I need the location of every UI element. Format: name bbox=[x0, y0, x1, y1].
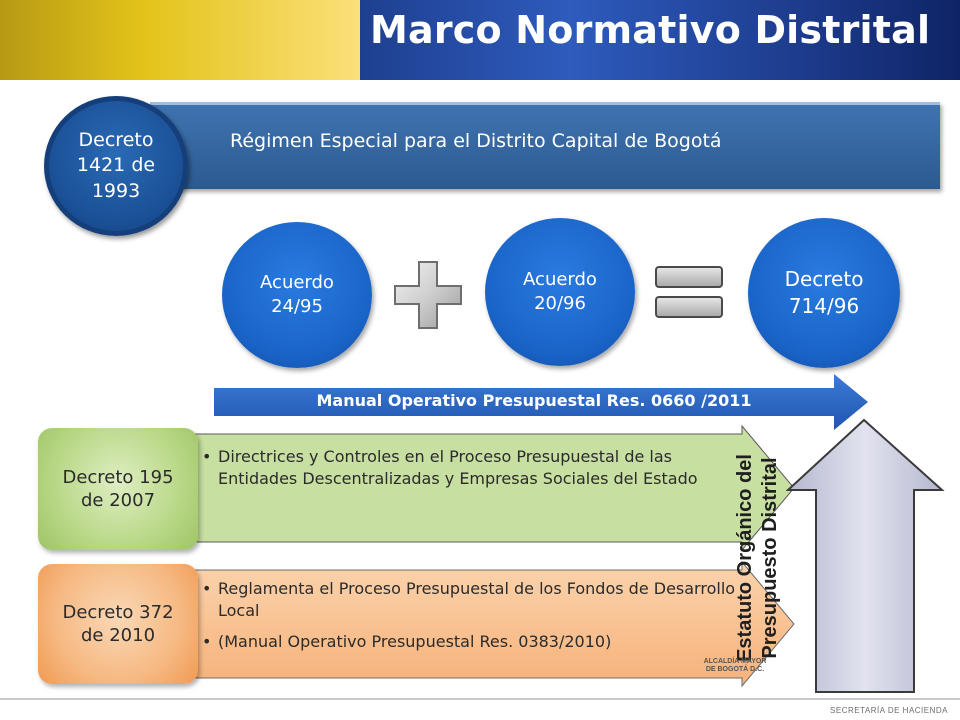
decreto-1421-label: Decreto 1421 de 1993 bbox=[76, 128, 156, 202]
acuerdo-24-95-label: Acuerdo 24/95 bbox=[260, 271, 334, 317]
decreto-714-96-circle bbox=[748, 218, 900, 368]
list-item: • Directrices y Controles en el Proceso Presupuestal de las Entidades Descentralizadas y Empresas Sociales del Estado bbox=[200, 446, 745, 491]
estatuto-up-arrow bbox=[786, 418, 946, 694]
manual-text: Manual Operativo Presupuestal Res. 0660 /2011 bbox=[316, 391, 752, 410]
decreto-195-label: Decreto 195 de 2007 bbox=[62, 466, 174, 511]
decree-195-bullets bbox=[200, 446, 745, 491]
plus-icon bbox=[393, 260, 463, 330]
list-item: • (Manual Operativo Presupuestal Res. 0383/2010) bbox=[200, 631, 755, 653]
decree-372-bullets bbox=[200, 578, 755, 653]
regimen-text: Régimen Especial para el Distrito Capital de Bogotá bbox=[230, 130, 722, 152]
acuerdo-20-96-label: Acuerdo 20/96 bbox=[523, 268, 597, 314]
page-title: Marco Normativo Distrital bbox=[370, 8, 931, 52]
equals-icon bbox=[654, 264, 726, 324]
alcaldia-logo-text: ALCALDÍA MAYOR DE BOGOTÁ D.C. bbox=[703, 658, 767, 674]
estatuto-text: Estatuto Orgánico del Presupuesto Distrital bbox=[734, 454, 781, 662]
decreto-714-96-label: Decreto 714/96 bbox=[784, 267, 864, 318]
decreto-1421-circle bbox=[44, 96, 188, 236]
acuerdo-20-96-circle bbox=[485, 218, 635, 366]
footer-divider bbox=[0, 698, 960, 700]
decreto-372-label: Decreto 372 de 2010 bbox=[62, 601, 174, 646]
decreto-372-box bbox=[38, 564, 198, 684]
list-item: • Reglamenta el Proceso Presupuestal de los Fondos de Desarrollo Local bbox=[200, 578, 755, 623]
footer-secretaria: SECRETARÍA DE HACIENDA bbox=[830, 706, 948, 715]
header-gold-band bbox=[0, 0, 360, 80]
decreto-195-box bbox=[38, 428, 198, 550]
acuerdo-24-95-circle bbox=[222, 222, 372, 368]
